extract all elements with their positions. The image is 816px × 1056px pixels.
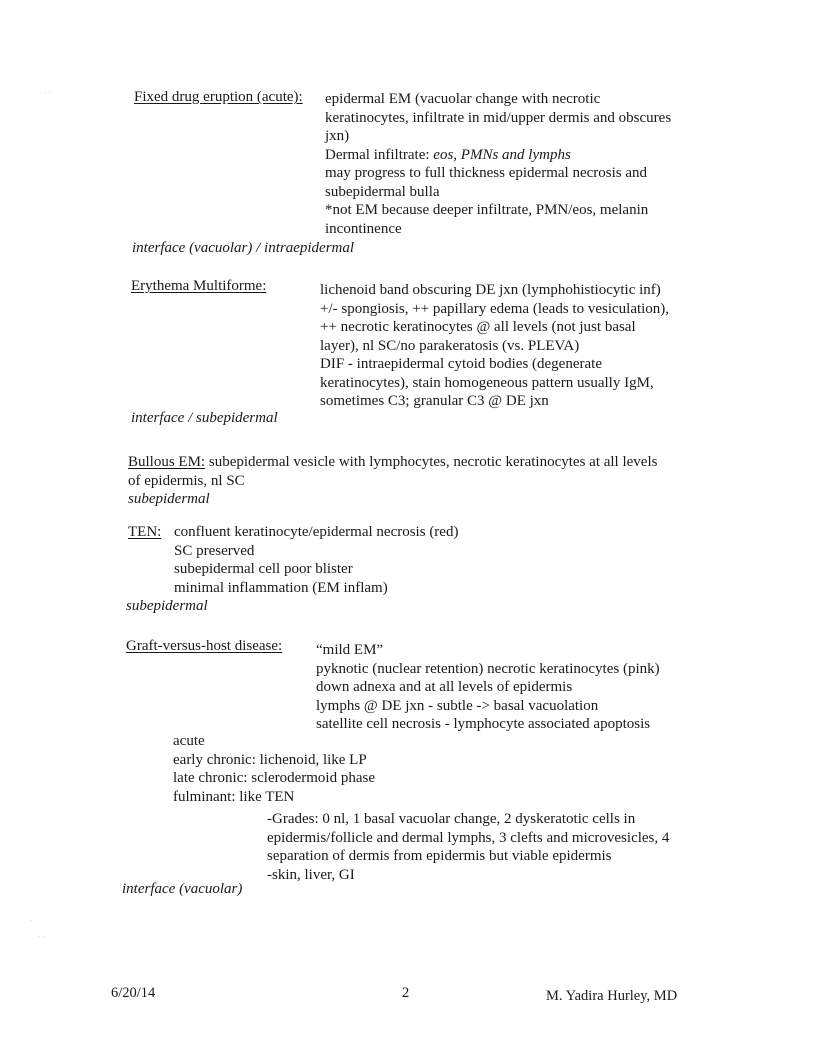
fde-line: *not EM because deeper infiltrate, PMN/eos, melanin: [325, 202, 649, 218]
footer-date: 6/20/14: [111, 985, 156, 1001]
gvhd-grade-line: separation of dermis from epidermis but viable epidermis: [267, 848, 612, 864]
gvhd-phase: early chronic: lichenoid, like LP: [173, 751, 367, 768]
ten-title: TEN:: [128, 524, 162, 540]
em-category: interface / subepidermal: [131, 410, 278, 426]
bem-description: [128, 453, 657, 509]
fde-category: interface (vacuolar) / intraepidermal: [132, 240, 355, 256]
gvhd-category: interface (vacuolar): [122, 881, 243, 897]
fde-line: jxn): [325, 128, 350, 144]
gvhd-description: [316, 641, 660, 734]
ten-category: subepidermal: [126, 598, 208, 614]
gvhd-line: “mild EM”: [316, 642, 384, 658]
gvhd-line: pyknotic (nuclear retention) necrotic keratinocytes (pink): [316, 660, 660, 677]
fde-line: epidermal EM (vacuolar change with necrotic: [325, 91, 601, 107]
gvhd-line: down adnexa and at all levels of epidermis: [316, 679, 573, 695]
fde-line: may progress to full thickness epidermal necrosis and: [325, 165, 648, 181]
bem-category: subepidermal: [128, 491, 210, 507]
em-line: keratinocytes), stain homogeneous pattern usually IgM,: [320, 374, 654, 391]
em-line: layer), nl SC/no parakeratosis (vs. PLEVA): [320, 337, 580, 354]
fde-line: subepidermal bulla: [325, 183, 440, 200]
gvhd-grades: [267, 810, 669, 884]
gvhd-phase: acute: [173, 733, 205, 749]
ten-line: confluent keratinocyte/epidermal necrosis (red): [174, 524, 459, 540]
gvhd-phases: [173, 732, 375, 806]
footer-page-number: 2: [402, 985, 410, 1001]
fde-title: Fixed drug eruption (acute):: [134, 89, 303, 105]
gvhd-phase: fulminant: like TEN: [173, 788, 295, 805]
em-line: lichenoid band obscuring DE jxn (lymphohistiocytic inf): [320, 282, 661, 298]
fde-line: [325, 146, 671, 165]
gvhd-grade-line: epidermis/follicle and dermal lymphs, 3 clefts and microvesicles, 4: [267, 829, 670, 846]
scan-speck: · ·: [38, 933, 45, 941]
scan-speck: · · ·: [40, 89, 51, 97]
em-title: Erythema Multiforme:: [131, 278, 267, 294]
fde-infiltrate-label: Dermal infiltrate:: [325, 146, 434, 163]
em-description: [320, 281, 669, 411]
em-line: ++ necrotic keratinocytes @ all levels (not just basal: [320, 319, 636, 335]
em-line: DIF - intraepidermal cytoid bodies (degenerate: [320, 356, 602, 372]
fde-infiltrate-cells: eos, PMNs and lymphs: [433, 146, 571, 163]
ten-line: SC preserved: [174, 542, 255, 559]
ten-description: [174, 523, 458, 597]
bem-line: of epidermis, nl SC: [128, 472, 245, 489]
bem-title: Bullous EM:: [128, 454, 206, 470]
gvhd-phase: late chronic: sclerodermoid phase: [173, 770, 376, 786]
bem-line: Bullous EM: subepidermal vesicle with lymphocytes, necrotic keratinocytes at all levels: [128, 454, 658, 470]
gvhd-title: Graft-versus-host disease:: [126, 638, 283, 654]
gvhd-grade-line: -skin, liver, GI: [267, 866, 355, 883]
ten-line: minimal inflammation (EM inflam): [174, 579, 388, 596]
gvhd-line: lymphs @ DE jxn - subtle -> basal vacuolation: [316, 697, 599, 714]
scan-speck: ·: [30, 917, 33, 925]
fde-description: [325, 90, 671, 238]
em-line: +/- spongiosis, ++ papillary edema (leads to vesiculation),: [320, 300, 670, 317]
gvhd-line: satellite cell necrosis - lymphocyte associated apoptosis: [316, 716, 651, 732]
gvhd-grade-line: -Grades: 0 nl, 1 basal vacuolar change, 2 dyskeratotic cells in: [267, 811, 636, 827]
footer-author: M. Yadira Hurley, MD: [546, 988, 678, 1004]
ten-line: subepidermal cell poor blister: [174, 561, 353, 577]
fde-line: keratinocytes, infiltrate in mid/upper dermis and obscures: [325, 109, 672, 126]
em-line: sometimes C3; granular C3 @ DE jxn: [320, 393, 549, 409]
fde-line: incontinence: [325, 220, 402, 237]
